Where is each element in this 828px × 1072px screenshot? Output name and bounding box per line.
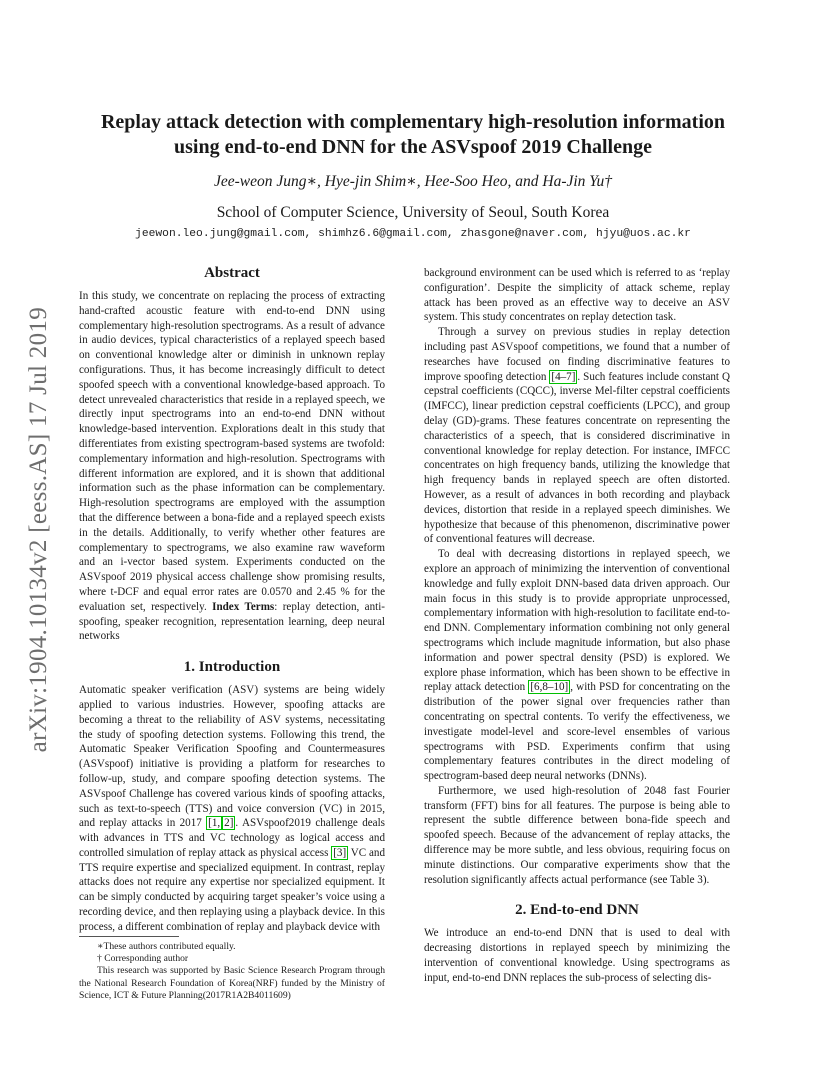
abstract-body: In this study, we concentrate on replacing the process of extracting hand-crafted acoustic feature with end-to-end DNN using complementary high-resolution spectrograms. As a result of advance in audio devices, typical characteristics of a replayed speech based on conventional knowledge alter or diminish in unknown replay configurations. Thus, it has become increasingly difficult to detect spoofed speech with a conventional knowledge-based approach. To detect unrevealed characteristics that reside in a replayed speech, we directly input spectrograms into an end-to-end DNN without knowledge-based intervention. Explorations dealt in this study that differentiates from existing spectrogram-based systems are twofold: complementary information and high-resolution. Spectrograms with different information are explored, and it is shown that additional information such as the phase information can be complementary. High-resolution spectrograms are employed with the assumption that the difference between a bona-fide and a replayed speech exists in the details. Additionally, to verify whether other features are complementary to spectrograms, we also examine raw waveform and an i-vector based system. Experiments conducted on the ASVspoof 2019 physical access challenge show promising results, where t-DCF and equal error rates are 0.0570 and 2.45 % for the evaluation set, respectively.: [79, 290, 385, 613]
approach-text-b: , with PSD for concentrating on the distribution of the power signal over frequencies rather than concentrating on spectral contents. To verify the effectiveness, we investigate model-level and score-level ensembles of various spectrograms with PSD. Experiments confirm that using complementary features contributes in the direct modeling of spectrogram-based deep neural networks (DNNs).: [424, 681, 730, 783]
citation-link[interactable]: [4–7]: [551, 370, 576, 383]
citation-link[interactable]: [1,: [208, 817, 221, 830]
footnote-funding: This research was supported by Basic Science Research Program through the National Research Foundation of Korea(NRF) funded by the Ministry of Science, ICT & Future Planning(2017R1A2B4011609): [79, 965, 385, 1001]
footnote-rule: [79, 936, 179, 937]
paragraph-survey: [424, 325, 730, 547]
right-column: [424, 266, 730, 986]
survey-text-a: Through a survey on previous studies in replay detection including past ASVspoof competitions, we found that a number of researches have focused on finding discriminative features to improve spoofing detection: [424, 326, 730, 383]
intro-heading: 1. Introduction: [183, 659, 281, 676]
paragraph-end-to-end: We introduce an end-to-end DNN that is used to deal with decreasing distortions in replayed speech by minimizing the intervention of conventional knowledge. Using spectrograms as input, end-to-end DNN replaces the sub-process of selecting dis-: [424, 927, 730, 984]
title-line-1: Replay attack detection with complementary high-resolution information: [100, 111, 726, 133]
citation-link[interactable]: [6,8–10]: [530, 681, 569, 694]
left-column: [79, 264, 385, 935]
intro-text-c: VC and TTS require expertise and specialized equipment. In contrast, replay attacks does not require any expertise nor specialized equipment. It can be simply conducted by acquiring target speaker’s voice using a recording device, and then replaying using a playback device. In this process, a different combination of replay and playback device with: [79, 846, 385, 933]
footnotes: [79, 936, 385, 1002]
paragraph-replay-config: background environment can be used which is referred to as ‘replay configuration’. Despite the simplicity of attack scheme, replay attack has been proved as an effective way to deceive an ASV system. This study concentrates on replay detection task.: [424, 267, 730, 324]
footnote-equal-contribution: ∗These authors contributed equally.: [97, 941, 236, 952]
author-list: Jee-weon Jung∗, Hye-jin Shim∗, Hee-Soo Heo, and Ha-Jin Yu†: [214, 173, 612, 190]
approach-text-a: To deal with decreasing distortions in replayed speech, we explore an approach of minimizing the intervention of conventional knowledge and fully exploit DNN-based data driven approach. Our main focus in this study is to provide appropriate unprocessed, complementary information with high-resolution to facilitate end-to-end DNN. Complementary information combining not only general spectrograms which include magnitude information, but also phase information and power spectral density (PSD) is explored. We explore phase information, which has been shown to be effective in replay attack detection: [424, 548, 730, 694]
paragraph-resolution: Furthermore, we used high-resolution of 2048 fast Fourier transform (FFT) bins for all features. The purpose is being able to represent the subtle difference between bona-fide speech and spoofed speech. Because of the advancement of replay attacks, the difference may be more subtle, and less obvious, requiring focus on minute distinctions. Our comparative experiments show that the resolution significantly affects actual performance (see Table 3).: [424, 784, 730, 886]
title-line-2: using end-to-end DNN for the ASVspoof 2019 Challenge: [173, 136, 652, 158]
citation-link[interactable]: [3]: [333, 846, 347, 859]
arxiv-stamp: [22, 290, 56, 770]
paragraph-approach: [424, 547, 730, 784]
paper-title: [80, 110, 746, 160]
email-list: jeewon.leo.jung@gmail.com, shimhz6.6@gmail.com, zhasgone@naver.com, hjyu@uos.ac.kr: [135, 228, 691, 240]
intro-text-b: . ASVspoof2019 challenge deals with advances in TTS and VC technology as logical access and controlled simulation of replay attack as physical access: [79, 817, 385, 859]
arxiv-id: arXiv:1904.10134v2 [eess.AS] 17 Jul 2019: [25, 307, 52, 753]
abstract-heading: Abstract: [204, 265, 260, 281]
intro-paragraph: [79, 683, 385, 935]
abstract-text: [79, 289, 385, 644]
survey-text-b: . Such features include constant Q cepstral coefficients (CQCC), inverse Mel-filter cepstral coefficients (IMFCC), linear prediction cepstral coefficients (LPCC), and group delay (GD)-grams. These features concentrate on representing the characteristics of a speech, that is considered discriminative in conventional knowledge for replay detection. For instance, IMFCC concentrates on high frequency bands, utilizing the knowledge that high frequency bands in replayed speech are often distorted. However, as a result of advances in both recording and playback devices, distortion that reside in a replayed speech diminishes. We hypothesize that because of this phenomenon, discriminative power of conventional features will decrease.: [424, 370, 730, 546]
section-2-heading: 2. End-to-end DNN: [515, 902, 639, 919]
index-terms-label: Index Terms: [212, 600, 275, 613]
footnote-corresponding: † Corresponding author: [97, 953, 189, 965]
index-terms: : replay detection, anti-spoofing, speaker recognition, representation learning, deep neural networks: [79, 600, 385, 643]
intro-text-a: Automatic speaker verification (ASV) systems are being widely applied to various industries. However, spoofing attacks are becoming a threat to the reliability of ASV systems, necessitating the study of spoofing detection systems. Following this trend, the Automatic Speaker Verification Spoofing and Countermeasures (ASVspoof) initiative is providing a platform for researches to follow-up, study, and compare spoofing detection systems. The ASVspoof Challenge has covered various kinds of spoofing attacks, such as text-to-speech (TTS) and voice conversion (VC) in 2015, and replay attacks in 2017: [79, 684, 385, 830]
affiliation: School of Computer Science, University of Seoul, South Korea: [216, 204, 610, 221]
citation-link[interactable]: 2]: [224, 817, 234, 830]
